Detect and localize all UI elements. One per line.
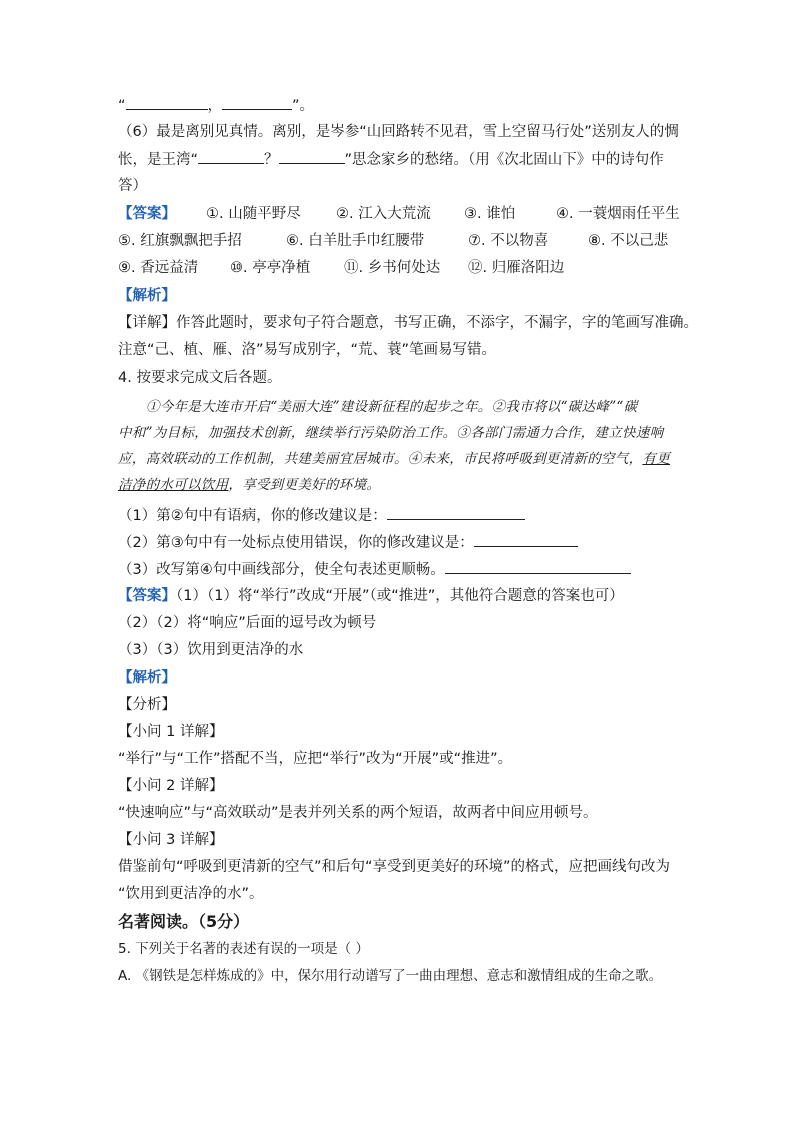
fenxi-label: 【分析】 — [118, 697, 176, 713]
passage-line3 — [118, 449, 670, 469]
passage-line4 — [118, 475, 380, 495]
q5-text: 5. 下列关于名著的表述有误的一项是（ ） — [118, 941, 369, 957]
xw3-text1: 借鉴前句“呼吸到更清新的空气”和后句“享受到更美好的环境”的格式，应把画线句改为 — [118, 859, 671, 875]
detail-line2: 注意“己、植、雁、洛”易写成别字，“荒、蓑”笔画易写错。 — [118, 342, 497, 358]
q4-analysis-label: 【解析】 — [118, 670, 176, 686]
q5-option-a: A. 《钢铁是怎样炼成的》中，保尔用行动谱写了一曲由理想、意志和激情组成的生命之歌。 — [118, 968, 663, 984]
q4-answer-line1 — [118, 586, 624, 606]
answer-item: ③. 谁怕 — [464, 206, 516, 222]
blank-field — [279, 149, 345, 164]
blank-field — [387, 505, 525, 520]
answer-item: ⑦. 不以物喜 — [468, 233, 549, 249]
blank-field — [222, 95, 292, 110]
xw3-label: 【小问 3 详解】 — [118, 832, 224, 848]
xw3-text2: “饮用到更洁净的水”。 — [118, 886, 264, 902]
xw2-text: “快速响应”与“高效联动”是表并列关系的两个短语，故两者中间应用顿号。 — [118, 805, 598, 821]
sub-question-text: （2）第③句中有一处标点使用错误，你的修改建议是： — [118, 535, 474, 551]
answer-item: ⑥. 白羊肚手巾红腰带 — [286, 233, 425, 249]
answer-label: 【答案】 — [118, 588, 176, 604]
xw2-label: 【小问 2 详解】 — [118, 778, 224, 794]
blank-field — [445, 559, 631, 574]
answer-label: 【答案】 — [118, 206, 176, 222]
close-quote: ”。 — [292, 98, 315, 114]
sub-question-text: （3）改写第④句中画线部分，使全句表述更顺畅。 — [118, 562, 445, 578]
detail-line1: 【详解】作答此题时，要求句子符合题意，书写正确，不添字，不漏字，字的笔画写准确。 — [118, 315, 698, 331]
answer-item: ②. 江入大荒流 — [336, 206, 431, 222]
sub-question-1 — [118, 505, 525, 526]
blank-field — [126, 95, 208, 110]
comma: ， — [207, 98, 223, 114]
answer-text: （1）（1）将“举行”改成“开展”（或“推进”，其他符合题意的答案也可） — [176, 588, 624, 604]
underlined-text: 有更 — [642, 451, 671, 467]
q6-line3: 答） — [118, 178, 147, 194]
section-title: 名著阅读。（5分） — [118, 912, 250, 931]
blank-field — [474, 532, 578, 547]
answer-item: ①. 山随平野尽 — [206, 206, 301, 222]
q6-line2 — [118, 149, 664, 170]
passage-text: 应，高效联动的工作机制，共建美丽宜居城市。④未来，市民将呼吸到更清新的空气， — [118, 451, 643, 467]
xw1-text: “举行”与“工作”搭配不当，应把“举行”改为“开展”或“推进”。 — [118, 751, 513, 767]
answer-item: ⑩. 亭亭净植 — [230, 260, 311, 276]
answer-item: ⑧. 不以己悲 — [588, 233, 669, 249]
q4-answer-line3: （3）（3）饮用到更洁净的水 — [118, 642, 304, 658]
q6-text: 怅，是王湾“ — [118, 152, 199, 168]
passage-line2: 中和”为目标，加强技术创新，继续举行污染防治工作。③各部门需通力合作，建立快速响 — [118, 425, 664, 441]
question-mark: ？ — [264, 152, 279, 168]
sub-question-3 — [118, 559, 631, 580]
analysis-label: 【解析】 — [118, 288, 176, 304]
q4-answer-line2: （2）（2）将“响应”后面的逗号改为顿号 — [118, 615, 377, 631]
q6-text: ”思念家乡的愁绪。（用《次北固山下》中的诗句作 — [344, 152, 664, 168]
answers-row-1 — [118, 204, 680, 224]
answer-item: ⑨. 香远益清 — [118, 260, 199, 276]
passage-text: ，享受到更美好的环境。 — [228, 477, 381, 493]
answer-item: ⑤. 红旗飘飘把手招 — [118, 233, 242, 249]
open-quote: “ — [118, 98, 126, 114]
answer-item: ⑪. 乡书何处达 — [344, 260, 441, 276]
blank-field — [198, 149, 264, 164]
xw1-label: 【小问 1 详解】 — [118, 724, 224, 740]
q6-blank-line — [118, 95, 314, 116]
underlined-text: 洁净的水可以饮用 — [118, 477, 229, 493]
passage-line1: ①今年是大连市开启“美丽大连”建设新征程的起步之年。②我市将以“碳达峰”“碳 — [146, 399, 638, 415]
q4-title: 4. 按要求完成文后各题。 — [118, 370, 282, 386]
answer-item: ⑫. 归雁洛阳边 — [468, 260, 565, 276]
answer-item: ④. 一蓑烟雨任平生 — [556, 206, 680, 222]
sub-question-text: （1）第②句中有语病，你的修改建议是： — [118, 508, 387, 524]
sub-question-2 — [118, 532, 578, 553]
q6-line1: （6）最是离别见真情。离别，是岑参“山回路转不见君，雪上空留马行处”送别友人的惆 — [118, 124, 679, 140]
